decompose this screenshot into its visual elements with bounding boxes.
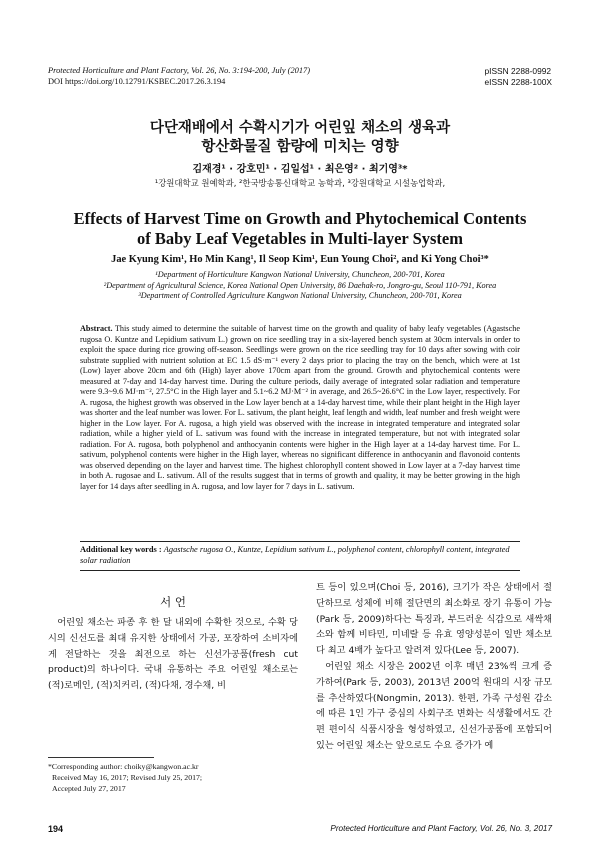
intro-right-column bbox=[316, 580, 552, 754]
received-date: Received May 16, 2017; Revised July 25, 2017; bbox=[52, 772, 203, 782]
doi-link[interactable]: DOI https://doi.org/10.12791/KSBEC.2017.26.3.194 bbox=[48, 76, 226, 86]
eissn: eISSN 2288-100X bbox=[484, 76, 552, 87]
korean-title bbox=[0, 119, 600, 157]
english-title bbox=[0, 209, 600, 249]
keywords-label: Additional key words : bbox=[80, 545, 162, 554]
english-title-line1: Effects of Harvest Time on Growth and Phytochemical Contents bbox=[73, 209, 527, 228]
keywords-text: Agastsche rugosa O., Kuntze, Lepidium sativum L., polyphenol content, chlorophyll content, integrated solar radiation bbox=[80, 545, 510, 565]
page-number: 194 bbox=[48, 824, 64, 834]
affiliation-3: ³Department of Controlled Agriculture Kangwon National University, Chuncheon, 200-701, Korea bbox=[138, 291, 462, 301]
affiliation-2: ²Department of Agricultural Science, Korea National Open University, 86 Daehak-ro, Jongro-gu, Seoul 110-791, Korea bbox=[103, 280, 497, 290]
keywords-top-rule bbox=[80, 541, 520, 542]
journal-header bbox=[48, 66, 310, 87]
english-title-line2: of Baby Leaf Vegetables in Multi-layer System bbox=[136, 229, 463, 248]
korean-authors: 김재경¹ · 강호민¹ · 김일섭¹ · 최은영² · 최기영³* bbox=[192, 164, 408, 175]
accepted-date: Accepted July 27, 2017 bbox=[52, 783, 126, 793]
affiliation-1: ¹Department of Horticulture Kangwon National University, Chuncheon, 200-701, Korea bbox=[155, 270, 445, 279]
english-authors: Jae Kyung Kim¹, Ho Min Kang¹, Il Seop Kim¹, Eun Young Choi², and Ki Yong Choi³* bbox=[111, 254, 489, 265]
additional-keywords bbox=[80, 545, 520, 567]
corresponding-author: *Corresponding author: choiky@kangwon.ac.kr bbox=[48, 762, 199, 771]
footnote bbox=[48, 762, 298, 794]
intro-left-column bbox=[48, 615, 298, 694]
intro-paragraph-2: 트 등이 있으며(Choi 등, 2016), 크기가 작은 상태에서 절단하므로 성체에 비해 절단면의 최소화로 장기 유통이 가능(Park 등, 2009)하다는 특징과, 부드러운 식감으로 새싹채소와 함께 비타민, 미네랄 등 유효 영양성분이 일반 채소보다 최고 4배가 높다고 알려져 있다(Lee 등, 2007). bbox=[316, 582, 552, 657]
issn-block bbox=[484, 66, 552, 87]
section-title-introduction: 서 언 bbox=[160, 595, 186, 609]
keywords-bottom-rule bbox=[80, 570, 520, 571]
footer-journal: Protected Horticulture and Plant Factory, Vol. 26, No. 3, 2017 bbox=[330, 824, 552, 833]
footnote-rule bbox=[48, 757, 154, 758]
journal-citation: Protected Horticulture and Plant Factory, Vol. 26, No. 3:194-200, July (2017) bbox=[48, 66, 310, 75]
intro-paragraph-3: 어린잎 채소 시장은 2002년 이후 매년 23%씩 크게 증가하여(Park 등, 2003), 2013년 200억 원대의 시장 규모를 추산하였다(Nongmin, 2013). 한편, 가족 구성원 감소에 따른 1인 가구 중심의 사회구조 변화는 식생활에서도 간편 편이식 식품시장을 형성하였고, 신선가공품에 포함되어 있는 어린잎 채소는 앞으로도 수요 증가가 예 bbox=[316, 660, 552, 751]
abstract bbox=[80, 324, 520, 492]
english-affiliations bbox=[0, 270, 600, 302]
korean-title-line2: 항산화물질 함량에 미치는 영향 bbox=[201, 139, 399, 155]
pissn: pISSN 2288-0992 bbox=[484, 66, 552, 76]
abstract-label: Abstract. bbox=[80, 324, 113, 333]
abstract-text: This study aimed to determine the suitable of harvest time on the growth and quality of baby leafy vegetables (Agastsche rugosa O. Kuntze and Lepidium sativum L.) grown on rice seedling tray in a six-layered bench system at 30cm intervals in order to exploit the space during rice growing off-season. Seedlings were grown on the rice seedling tray for 10 days after sowing with coir substrate supplied with nutrient solution at EC 1.5 dS·m⁻¹ every 2 days prior to placing the tray on the bench, which were at 1st (Low) layer above 20cm and 6th (High) layer above 170cm apart from the ground. Growth and phytochemical contents were measured at 7-day and 14-day harvest time. During the culture periods, daily average of integrated solar radiation and temperature were 9.3~9.6 MJ·m⁻², 27.5°C in the High layer and 5.1~6.2 MJ·M⁻² in average, and 26.5~26.6°C in the Low layer, respectively. For A. rugosa, the highest growth was observed in the Low layer bench at a 14-day harvest time, while their plant height in the High layer was shorter and the leaf number was lower. For L. sativum, the plant height, leaf length and width, leaf number and fresh weight were higher in the Low layer. For A. rugosa, a high yield was observed with the increase in integrated temperature and integrated solar radiation, while a higher yield of L. sativum was found with the increase in integrated temperature, but not with integrated solar radiation. For A. rugosa, both polyphenol and anthocyanin contents were higher in the High layer at a 14-day harvest time. For L. sativum, polyphenol contents were higher in the High layer, whereas no significant difference in anthocyanin and flavonoid contents was observed depending on the layer and harvest time. The highest chlorophyll content showed in Low layer at a 7-day harvest time in both A. rugosae and L. sativum. All of the results suggest that in terms of growth and quality, it may be better growing in the high layer for 14 days after seedling in A. rugosa, and low layer for 7 days in L. sativum. bbox=[80, 324, 520, 491]
korean-affiliations: ¹강원대학교 원예학과, ²한국방송통신대학교 농학과, ³강원대학교 시설농업학과, bbox=[154, 178, 446, 188]
korean-title-line1: 다단재배에서 수확시기가 어린잎 채소의 생육과 bbox=[149, 120, 451, 136]
intro-paragraph-1: 어린잎 채소는 파종 후 한 달 내외에 수확한 것으로, 수확 당시의 신선도를 최대 유지한 상태에서 가공, 포장하여 소비자에게 전달하는 것을 최전으로 하는 신선가공품(fresh cut product)의 하나이다. 국내 유통하는 주요 어린잎 채소로는 (적)로메인, (적)치커리, (적)다채, 경수채, 비 bbox=[48, 617, 298, 692]
